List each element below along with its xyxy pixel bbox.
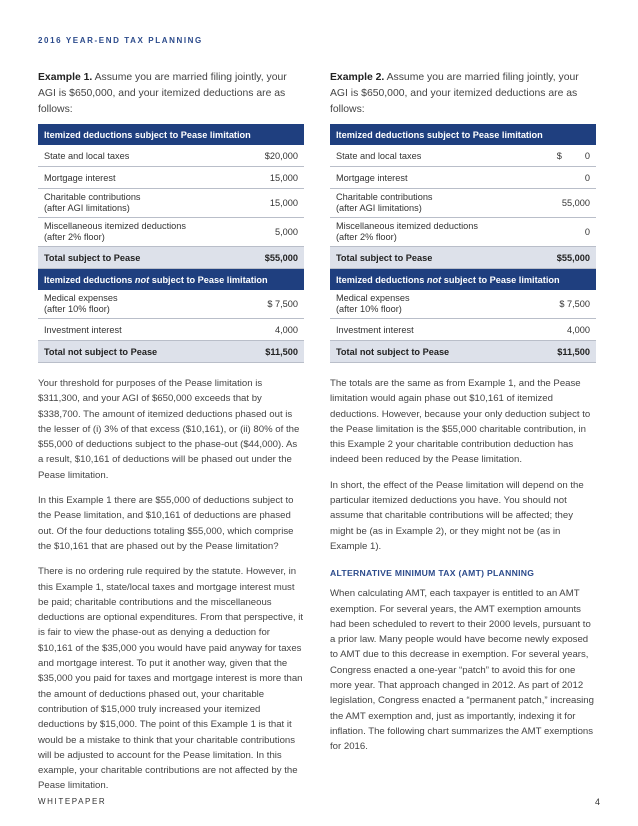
table-row xyxy=(330,319,596,341)
total-label: Total subject to Pease xyxy=(38,247,244,269)
total-label: Total not subject to Pease xyxy=(330,341,536,363)
body-paragraph: In short, the effect of the Pease limitation will depend on the particular itemized deductions you have. You should not assume that charitable contributions will be affected; they might be (as in Example 2), or they might not be (as in Example 1). xyxy=(330,479,584,552)
deductions-table xyxy=(330,124,596,363)
row-label xyxy=(38,189,244,218)
row-label-line2: (after 2% floor) xyxy=(336,232,397,242)
heading-emphasis: not xyxy=(426,274,442,285)
row-value: $20,000 xyxy=(244,145,304,167)
body-paragraph: In this Example 1 there are $55,000 of deductions subject to the Pease limitation, and $10,161 of deductions are phased out. Of the four deductions totaling $55,000, which comprise the $10,161 that are phased out by the Pease limitation? xyxy=(38,495,294,552)
row-label-line2: (after 10% floor) xyxy=(336,304,402,314)
body-paragraph: Your threshold for purposes of the Pease limitation is $311,300, and your AGI of $650,000 exceeds that by $338,700. The amount of itemized deductions phased out is the lesser of (i) 3% of that excess ($10,161), or (ii) 80% of the $55,000 of deductions subject to the phase-out ($44,000). As a result, $10,161 of deductions will be phased out under the Pease limitation. xyxy=(38,378,300,481)
right-column xyxy=(330,70,596,755)
row-value: 4,000 xyxy=(244,319,304,341)
heading-emphasis: not xyxy=(134,274,150,285)
table-row xyxy=(330,218,596,247)
row-value: 55,000 xyxy=(536,189,596,218)
row-label-line2: (after AGI limitations) xyxy=(336,203,422,213)
row-label xyxy=(330,218,536,247)
body-paragraph: There is no ordering rule required by the statute. However, in this Example 1, state/local taxes and mortgage interest must be paid; charitable contributions and the miscellaneous deductions are optional expenditures. From that perspective, it is fair to view the phase-out as denying a deduction for $10,161 of the $35,000 you would have paid anyway for taxes and mortgage interest. To put it another way, given that the $35,000 you paid for taxes and mortgage interest is more than the amount of deductions phased out, your charitable contribution of $15,000 truly increased your itemized deductions by $15,000. The point of this Example 1 is that it would be a mistake to think that your charitable contributions will be adjusted to account for the Pease limitation. In this example, your charitable contributions are not affected by the Pease limitation. xyxy=(38,566,304,792)
row-label xyxy=(38,218,244,247)
row-value: 15,000 xyxy=(244,167,304,189)
example-text: Assume you are married filing jointly, your AGI is $650,000, and your itemized deductions are as follows: xyxy=(330,72,579,115)
row-value: 15,000 xyxy=(244,189,304,218)
table-heading: Itemized deductions subject to Pease limitation xyxy=(38,124,304,145)
row-label xyxy=(330,290,536,319)
row-label-line1: Charitable contributions xyxy=(336,192,433,202)
table-row xyxy=(330,145,596,167)
total-value: $55,000 xyxy=(244,247,304,269)
table-heading xyxy=(38,269,304,291)
row-label: Mortgage interest xyxy=(38,167,244,189)
table-row xyxy=(38,218,304,247)
example-label: Example 2. xyxy=(330,72,385,83)
row-label: Investment interest xyxy=(38,319,244,341)
row-label xyxy=(38,290,244,319)
total-row xyxy=(38,247,304,269)
total-label: Total subject to Pease xyxy=(330,247,536,269)
row-label: State and local taxes xyxy=(330,145,536,167)
example-2-intro xyxy=(330,70,596,118)
table-row xyxy=(38,319,304,341)
row-value: 0 xyxy=(536,167,596,189)
row-label-line2: (after AGI limitations) xyxy=(44,203,130,213)
row-value: $ 7,500 xyxy=(536,290,596,319)
deductions-table xyxy=(38,124,304,363)
table-row xyxy=(330,290,596,319)
table-row xyxy=(330,189,596,218)
section-heading: ALTERNATIVE MINIMUM TAX (AMT) PLANNING xyxy=(330,568,535,579)
row-label: Mortgage interest xyxy=(330,167,536,189)
footer-label: WHITEPAPER xyxy=(38,797,107,806)
row-label-line1: Medical expenses xyxy=(336,293,410,303)
table-heading: Itemized deductions subject to Pease limitation xyxy=(330,124,596,145)
total-row xyxy=(330,341,596,363)
row-value: 5,000 xyxy=(244,218,304,247)
body-paragraph: The totals are the same as from Example 1, and the Pease limitation would again phase out $10,161 of itemized deductions. However, because your only deduction subject to the Pease limitation is the $55,000 charitable contribution, in this Example 2 your charitable contribution deduction has indeed been reduced by the Pease limitation. xyxy=(330,378,591,466)
row-value: 4,000 xyxy=(536,319,596,341)
row-label: Investment interest xyxy=(330,319,536,341)
total-value: $11,500 xyxy=(536,341,596,363)
total-label: Total not subject to Pease xyxy=(38,341,244,363)
heading-part: Itemized deductions xyxy=(336,274,427,285)
row-value: $ 0 xyxy=(536,145,596,167)
table-row xyxy=(38,290,304,319)
total-row xyxy=(330,247,596,269)
table-row xyxy=(38,189,304,218)
row-label-line2: (after 2% floor) xyxy=(44,232,105,242)
table-row xyxy=(38,145,304,167)
table-row xyxy=(330,167,596,189)
row-label xyxy=(330,189,536,218)
table-row xyxy=(38,167,304,189)
total-value: $11,500 xyxy=(244,341,304,363)
total-value: $55,000 xyxy=(536,247,596,269)
row-label-line1: Charitable contributions xyxy=(44,192,141,202)
row-label: State and local taxes xyxy=(38,145,244,167)
table-heading xyxy=(330,269,596,291)
example-text: Assume you are married filing jointly, your AGI is $650,000, and your itemized deductions are as follows: xyxy=(38,72,287,115)
row-value: 0 xyxy=(536,218,596,247)
heading-part: Itemized deductions xyxy=(44,274,135,285)
row-label-line1: Miscellaneous itemized deductions xyxy=(336,221,478,231)
row-value: $ 7,500 xyxy=(244,290,304,319)
running-header: 2016 YEAR-END TAX PLANNING xyxy=(38,36,203,45)
total-row xyxy=(38,341,304,363)
heading-part: subject to Pease limitation xyxy=(149,274,268,285)
body-paragraph: When calculating AMT, each taxpayer is entitled to an AMT exemption. For several years, the AMT exemption amounts had been scheduled to revert to their 2000 levels, pursuant to a prior law. Many people would have become newly exposed to AMT due to this decrease in exemption. For several years, Congress enacted a one-year “patch” to avoid this for one more year. That approach changed in 2012. As part of 2012 legislation, Congress enacted a “permanent patch,” increasing the AMT exemption and, just as importantly, indexing it for inflation. The following chart summarizes the AMT exemptions for 2016. xyxy=(330,588,594,753)
row-label-line1: Medical expenses xyxy=(44,293,118,303)
page-number: 4 xyxy=(594,797,600,807)
heading-part: subject to Pease limitation xyxy=(441,274,560,285)
left-column xyxy=(38,70,304,794)
example-1-intro xyxy=(38,70,304,118)
row-label-line2: (after 10% floor) xyxy=(44,304,110,314)
example-label: Example 1. xyxy=(38,72,93,83)
row-label-line1: Miscellaneous itemized deductions xyxy=(44,221,186,231)
